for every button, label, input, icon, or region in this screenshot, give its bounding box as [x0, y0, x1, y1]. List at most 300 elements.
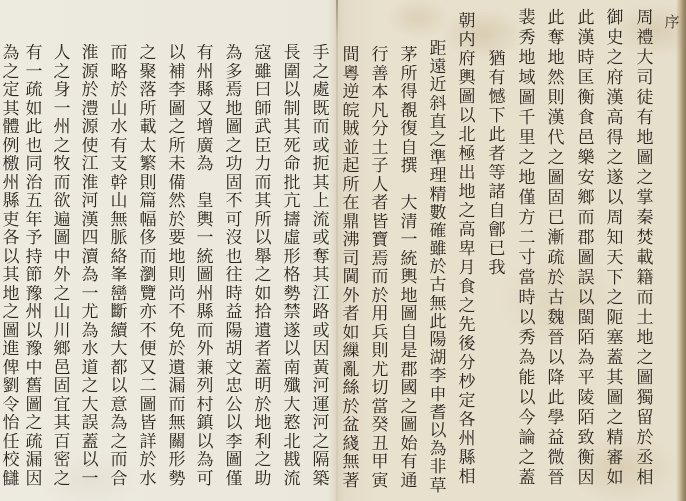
character: 於 [254, 395, 272, 414]
character: 審 [606, 448, 624, 468]
character: 漢 [577, 28, 595, 48]
character: 大 [81, 395, 99, 414]
character: 方 [518, 208, 536, 228]
character: 以 [110, 377, 128, 396]
character: 之 [2, 303, 20, 322]
character: 蓋 [606, 348, 624, 368]
character: 所 [139, 99, 157, 118]
character: 憝 [283, 414, 301, 433]
character: 禁 [283, 303, 301, 322]
character: 以 [458, 107, 476, 126]
character: 舊 [25, 377, 43, 396]
character: 州 [196, 284, 214, 303]
character: 制 [283, 99, 301, 118]
character: 補 [168, 62, 186, 81]
character: 朝 [458, 12, 476, 31]
character: 之 [53, 62, 71, 81]
character: 形 [168, 451, 186, 470]
character: 之 [225, 136, 243, 155]
character: 一 [53, 99, 71, 118]
character: 或 [312, 136, 330, 155]
character: 圖 [2, 321, 20, 340]
character: 之 [636, 348, 654, 368]
character: 等 [488, 164, 506, 183]
text-column-20 [79, 44, 101, 488]
character: 之 [110, 432, 128, 451]
character: 之 [429, 130, 447, 150]
character: 盆 [342, 416, 360, 435]
character: 遂 [283, 321, 301, 340]
character: 學 [547, 408, 565, 428]
character: 為 [2, 44, 20, 63]
character: 山 [53, 303, 71, 322]
character: 於 [371, 286, 389, 305]
character: 又 [139, 358, 157, 377]
character: 州 [196, 62, 214, 81]
character: 澧 [81, 99, 99, 118]
character: 於 [168, 210, 186, 229]
character: 落 [139, 81, 157, 100]
section-label: 序 [664, 13, 680, 31]
character: 年 [25, 210, 43, 229]
character: 為 [81, 266, 99, 285]
character: 覩 [400, 101, 418, 120]
character: 詳 [139, 432, 157, 451]
character: 雖 [429, 240, 447, 259]
character: 所 [168, 136, 186, 155]
character: 黃 [312, 358, 330, 377]
character: 武 [254, 118, 272, 137]
character: 豫 [25, 340, 43, 359]
character: 以 [254, 229, 272, 248]
character: 賊 [342, 120, 360, 139]
character: 持 [25, 247, 43, 266]
character: 圖 [53, 229, 71, 248]
character: 下 [606, 268, 624, 288]
character: 山 [110, 192, 128, 211]
character: 又 [196, 99, 214, 118]
character: 此 [488, 126, 506, 145]
character: 精 [606, 428, 624, 448]
character: 古 [429, 276, 447, 295]
character: 為 [518, 348, 536, 368]
character: 以 [606, 188, 624, 208]
character: 或 [312, 229, 330, 248]
character: 大 [283, 395, 301, 414]
character: 誤 [577, 268, 595, 288]
character: 流 [312, 210, 330, 229]
character: 廣 [196, 136, 214, 155]
character: 南 [283, 358, 301, 377]
character: 北 [458, 126, 476, 145]
character: 通 [400, 471, 418, 490]
character: 為 [577, 348, 595, 368]
character: 之 [518, 148, 536, 168]
character: 篇 [139, 192, 157, 211]
character: 此 [429, 312, 447, 331]
character: 復 [400, 120, 418, 139]
character: 漏 [25, 451, 43, 470]
character: 杪 [458, 373, 476, 392]
character: 圖 [225, 118, 243, 137]
character: 高 [606, 108, 624, 128]
character: 鄉 [577, 188, 595, 208]
text-column-5 [516, 8, 538, 488]
character: 師 [254, 99, 272, 118]
character: 論 [518, 428, 536, 448]
character: 徒 [636, 88, 654, 108]
character: 並 [342, 138, 360, 157]
character: 助 [254, 469, 272, 488]
character: 於 [110, 81, 128, 100]
character: 一 [81, 284, 99, 303]
character: 而 [110, 44, 128, 63]
character: 李 [429, 367, 447, 386]
character: 而 [636, 288, 654, 308]
character: 者 [371, 194, 389, 213]
character: 而 [110, 451, 128, 470]
character: 批 [283, 173, 301, 192]
character: 身 [53, 81, 71, 100]
character: 漢 [547, 108, 565, 128]
character: 李 [225, 432, 243, 451]
character: 已 [547, 208, 565, 228]
character: 甲 [371, 453, 389, 472]
character: 定 [2, 81, 20, 100]
character: 也 [225, 247, 243, 266]
character: 外 [342, 286, 360, 305]
character: 利 [254, 432, 272, 451]
character: 禮 [636, 28, 654, 48]
character: 用 [371, 305, 389, 324]
character: 源 [81, 62, 99, 81]
character: 於 [429, 258, 447, 277]
character: 丑 [371, 434, 389, 453]
character: 五 [25, 192, 43, 211]
character: 疏 [25, 432, 43, 451]
character: 圖 [25, 395, 43, 414]
character: 以 [577, 288, 595, 308]
character: 二 [139, 377, 157, 396]
character: 舉 [254, 247, 272, 266]
character: 致 [577, 428, 595, 448]
character: 無 [342, 453, 360, 472]
character: 憾 [488, 88, 506, 107]
character: 如 [342, 323, 360, 342]
character: 之 [254, 266, 272, 285]
character: 絲 [342, 379, 360, 398]
character: 路 [312, 303, 330, 322]
character: 子 [371, 157, 389, 176]
character: 為 [196, 451, 214, 470]
character: 以 [518, 308, 536, 328]
character: 外 [196, 340, 214, 359]
character: 而 [139, 247, 157, 266]
character: 焚 [636, 228, 654, 248]
character: 衡 [577, 88, 595, 108]
character: 國 [400, 379, 418, 398]
character: 意 [110, 395, 128, 414]
character: 或 [312, 321, 330, 340]
character: 我 [488, 259, 506, 278]
character: 之 [168, 118, 186, 137]
character: 得 [400, 83, 418, 102]
character: 獨 [636, 388, 654, 408]
character: 欲 [53, 192, 71, 211]
character: 近 [429, 76, 447, 95]
character: 匡 [577, 68, 595, 88]
character: 令 [2, 395, 20, 414]
character: 而 [168, 395, 186, 414]
character: 各 [2, 229, 20, 248]
character: 無 [429, 294, 447, 313]
character: 縣 [458, 449, 476, 468]
character: 續 [110, 321, 128, 340]
text-column-1 [634, 8, 656, 488]
character: 曰 [254, 81, 272, 100]
character: 戡 [283, 451, 301, 470]
character: 繅 [342, 342, 360, 361]
character: 卑 [458, 240, 476, 259]
character: 定 [458, 392, 476, 411]
character: 節 [25, 266, 43, 285]
character: 明 [254, 377, 272, 396]
character: 之 [606, 408, 624, 428]
text-column-12 [310, 44, 332, 488]
character: 流 [283, 469, 301, 488]
character: 清 [400, 212, 418, 231]
text-column-16 [194, 44, 216, 488]
character: 有 [488, 69, 506, 88]
character: 遍 [53, 210, 71, 229]
character: 大 [400, 194, 418, 213]
character: 以 [518, 388, 536, 408]
character: 則 [547, 88, 565, 108]
character: 源 [81, 118, 99, 137]
text-column-6 [486, 50, 508, 278]
character: 人 [53, 44, 71, 63]
character: 圖 [225, 451, 243, 470]
character: 自 [400, 323, 418, 342]
character: 可 [225, 210, 243, 229]
character: 圖 [636, 148, 654, 168]
character: 地 [225, 99, 243, 118]
character: 寸 [518, 248, 536, 268]
character: 阨 [606, 308, 624, 328]
character: 圖 [636, 368, 654, 388]
character: 檄 [2, 155, 20, 174]
character: 斜 [429, 94, 447, 113]
character [398, 176, 420, 195]
character [194, 174, 216, 193]
character: 兵 [371, 323, 389, 342]
character: 其 [606, 368, 624, 388]
character: 雖 [254, 62, 272, 81]
character: 不 [139, 321, 157, 340]
character: 而 [312, 118, 330, 137]
character: 幅 [139, 210, 157, 229]
character: 而 [53, 173, 71, 192]
character: 粵 [342, 64, 360, 83]
character: 以 [25, 321, 43, 340]
character: 任 [2, 432, 20, 451]
character: 知 [606, 228, 624, 248]
character: 俾 [2, 358, 20, 377]
character: 古 [547, 288, 565, 308]
character: 便 [139, 340, 157, 359]
character: 遺 [254, 321, 272, 340]
character: 草 [429, 476, 447, 495]
character: 處 [312, 81, 330, 100]
character: 後 [458, 335, 476, 354]
character: 今 [518, 408, 536, 428]
character: 有 [25, 44, 43, 63]
character: 則 [371, 342, 389, 361]
character: 郡 [577, 228, 595, 248]
character: 一 [400, 231, 418, 250]
character: 而 [577, 208, 595, 228]
character: 瀏 [139, 266, 157, 285]
character: 形 [283, 247, 301, 266]
character: 秀 [518, 328, 536, 348]
character: 奪 [547, 28, 565, 48]
character: 巒 [110, 284, 128, 303]
character: 牧 [53, 155, 71, 174]
character: 府 [606, 68, 624, 88]
character: 晉 [547, 468, 565, 488]
character: 也 [25, 136, 43, 155]
character: 進 [2, 340, 20, 359]
character: 已 [488, 240, 506, 259]
character: 長 [283, 44, 301, 63]
character: 行 [371, 46, 389, 65]
character: 鄉 [53, 340, 71, 359]
character: 圖 [400, 416, 418, 435]
character: 漢 [606, 88, 624, 108]
text-column-21 [51, 44, 73, 488]
character: 始 [400, 434, 418, 453]
character: 當 [371, 397, 389, 416]
character: 丞 [636, 448, 654, 468]
character: 遠 [429, 58, 447, 77]
character: 蓋 [518, 468, 536, 488]
character: 所 [400, 64, 418, 83]
character: 隔 [312, 451, 330, 470]
character: 秦 [636, 208, 654, 228]
character: 縣 [196, 303, 214, 322]
character: 閩 [577, 308, 595, 328]
text-column-3 [575, 8, 597, 488]
character: 尤 [81, 303, 99, 322]
character: 皆 [139, 414, 157, 433]
character: 於 [168, 340, 186, 359]
character: 侈 [139, 229, 157, 248]
character: 所 [254, 210, 272, 229]
character: 為 [196, 155, 214, 174]
character: 出 [458, 164, 476, 183]
character: 拾 [254, 303, 272, 322]
character: 撰 [400, 157, 418, 176]
character: 代 [547, 128, 565, 148]
character: 先 [458, 316, 476, 335]
character: 魏 [547, 308, 565, 328]
character: 地 [400, 286, 418, 305]
character: 地 [254, 414, 272, 433]
character: 之 [518, 448, 536, 468]
character: 要 [168, 229, 186, 248]
character: 降 [547, 368, 565, 388]
character: 沒 [225, 229, 243, 248]
character: 史 [606, 28, 624, 48]
character: 其 [2, 266, 20, 285]
character: 司 [636, 68, 654, 88]
character: 猶 [488, 50, 506, 69]
character: 四 [81, 229, 99, 248]
character: 亦 [139, 303, 157, 322]
character: 擣 [283, 210, 301, 229]
character: 自 [488, 202, 506, 221]
character: 兼 [196, 358, 214, 377]
character: 各 [458, 411, 476, 430]
character: 之 [636, 168, 654, 188]
character: 劉 [2, 377, 20, 396]
character: 之 [2, 62, 20, 81]
text-column-15 [223, 44, 245, 488]
character: 非 [429, 458, 447, 477]
character: 陌 [577, 328, 595, 348]
character: 微 [547, 448, 565, 468]
character: 高 [458, 221, 476, 240]
character: 之 [53, 284, 71, 303]
character: 峯 [110, 266, 128, 285]
character: 為 [429, 440, 447, 459]
character: 之 [81, 377, 99, 396]
character: 陽 [225, 321, 243, 340]
text-column-8 [427, 40, 449, 495]
character: 山 [110, 99, 128, 118]
character: 怡 [2, 414, 20, 433]
character: 分 [371, 120, 389, 139]
character: 此 [577, 8, 595, 28]
character: 府 [458, 50, 476, 69]
character: 村 [196, 395, 214, 414]
character: 地 [2, 284, 20, 303]
character: 周 [636, 8, 654, 28]
character: 水 [81, 340, 99, 359]
character: 之 [53, 136, 71, 155]
character: 樂 [577, 148, 595, 168]
character: 密 [53, 451, 71, 470]
text-column-9 [398, 46, 420, 490]
character: 州 [458, 430, 476, 449]
character: 如 [25, 99, 43, 118]
character: 其 [2, 99, 20, 118]
text-column-22 [23, 44, 45, 488]
character: 於 [342, 397, 360, 416]
character: 二 [518, 228, 536, 248]
character: 於 [81, 81, 99, 100]
character: 寇 [254, 44, 272, 63]
text-column-14 [252, 44, 274, 488]
character: 内 [458, 31, 476, 50]
text-column-19 [108, 44, 130, 488]
character: 地 [636, 128, 654, 148]
character: 河 [81, 192, 99, 211]
character: 綫 [342, 434, 360, 453]
character: 淮 [81, 173, 99, 192]
character: 圖 [168, 99, 186, 118]
character: 江 [81, 155, 99, 174]
